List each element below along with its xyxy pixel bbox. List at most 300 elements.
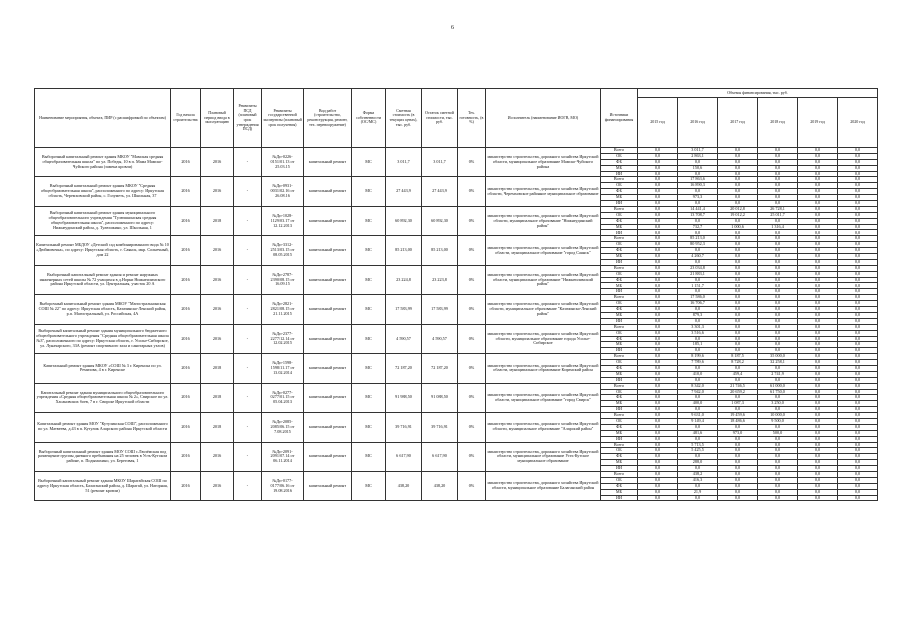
cell-object-name: Выборочный капитальный ремонт здания муниципального общеобразовательного учреждения "Тулюшкинская средняя общеобразовательная школа", расположенного по адресу: Нижнеудинский район, д. Тулюшкино, ул. Школьная, 1: [35, 206, 171, 235]
cell-amount: 0,0: [718, 242, 758, 248]
cell-source: Всего: [601, 295, 638, 301]
cell-amount: 0,0: [678, 495, 718, 501]
cell-source: ФБ: [601, 189, 638, 195]
cell-executor: министерство строительства, дорожного хозяйства Иркутской области, муниципальное образование Балаганский район: [486, 471, 601, 500]
cell-amount: 0,0: [838, 230, 878, 236]
cell-amount: 0,0: [838, 377, 878, 383]
cell-amount: 0,0: [798, 159, 838, 165]
cell-year-start: 2016: [171, 148, 201, 177]
cell-source: ФБ: [601, 424, 638, 430]
cell-amount: 0,0: [718, 248, 758, 254]
cell-amount: 0,0: [718, 466, 758, 472]
cell-amount: 0,0: [838, 360, 878, 366]
cell-source: МБ: [601, 401, 638, 407]
cell-amount: 0,0: [838, 418, 878, 424]
cell-plan-period: 2016: [201, 148, 234, 177]
cell-amount: 0,0: [678, 436, 718, 442]
cell-amount: 0,0: [718, 477, 758, 483]
cell-executor: министерство строительства, дорожного хозяйства Иркутской области, муниципальное образование Мамско-Чуйского района: [486, 148, 601, 177]
cell-object-name: Выборочный капитальный ремонт здания МОУ СОШ с.Люлёмская под размещение группы дневного пребывания на 25 человек в Усть-Кутском районе, п. Подымахино, ул. Береговая, 1: [35, 442, 171, 471]
cell-psd: -: [234, 295, 262, 324]
cell-amount: 0,0: [758, 436, 798, 442]
cell-plan-period: 2018: [201, 206, 234, 235]
col-year: 2016 год: [678, 98, 718, 148]
cell-amount: 0,0: [838, 407, 878, 413]
cell-remaining: 91 088,50: [422, 383, 458, 412]
cell-executor: министерство строительства, дорожного хозяйства Иркутской области, муниципальное образование "Казачинско-Ленский район": [486, 295, 601, 324]
cell-amount: 0,0: [718, 277, 758, 283]
cell-amount: 0,0: [718, 201, 758, 207]
cell-remaining: 23 223,8: [422, 265, 458, 294]
cell-amount: 0,0: [638, 212, 678, 218]
cell-amount: 0,0: [678, 348, 718, 354]
cell-amount: 1 151,7: [678, 283, 718, 289]
col-sources: Источники финансирования: [601, 89, 638, 148]
cell-amount: 9 500,0: [758, 418, 798, 424]
cell-readiness: 0%: [458, 471, 486, 500]
cell-source: ИИ: [601, 407, 638, 413]
cell-amount: 5 425,5: [678, 448, 718, 454]
cell-amount: 0,0: [798, 354, 838, 360]
cell-amount: 0,0: [718, 489, 758, 495]
cell-amount: 0,0: [638, 383, 678, 389]
cell-est-cost: 27 443,9: [386, 177, 422, 206]
cell-amount: 0,0: [638, 466, 678, 472]
cell-amount: 0,0: [638, 430, 678, 436]
cell-amount: 0,0: [758, 471, 798, 477]
cell-amount: 0,0: [798, 466, 838, 472]
cell-amount: 500,0: [758, 430, 798, 436]
cell-amount: 0,0: [838, 483, 878, 489]
cell-amount: 0,0: [838, 466, 878, 472]
cell-amount: 0,0: [638, 442, 678, 448]
cell-amount: 0,0: [838, 336, 878, 342]
cell-work-type: капитальный ремонт: [304, 324, 352, 353]
cell-amount: 0,0: [798, 195, 838, 201]
cell-executor: министерство строительства, дорожного хозяйства Иркутской области, муниципальное образование "город Свирск": [486, 383, 601, 412]
cell-source: ФБ: [601, 483, 638, 489]
cell-amount: 0,0: [638, 354, 678, 360]
cell-amount: 0,0: [678, 407, 718, 413]
cell-source: ИИ: [601, 289, 638, 295]
cell-source: Всего: [601, 206, 638, 212]
cell-amount: 0,0: [758, 159, 798, 165]
cell-amount: 0,0: [638, 206, 678, 212]
cell-amount: 0,0: [638, 365, 678, 371]
cell-amount: 0,0: [638, 418, 678, 424]
cell-remaining: 72 187,20: [422, 354, 458, 383]
cell-amount: 0,0: [838, 348, 878, 354]
cell-amount: 0,0: [798, 189, 838, 195]
cell-source: ИИ: [601, 495, 638, 501]
cell-amount: 0,0: [798, 477, 838, 483]
cell-amount: 0,0: [758, 171, 798, 177]
cell-amount: 0,0: [758, 495, 798, 501]
cell-ownership: МС: [352, 471, 386, 500]
cell-readiness: 0%: [458, 413, 486, 442]
cell-source: Всего: [601, 354, 638, 360]
cell-amount: 0,0: [638, 389, 678, 395]
cell-est-cost: 85 213,00: [386, 236, 422, 265]
cell-amount: 0,0: [838, 395, 878, 401]
cell-amount: 0,0: [798, 460, 838, 466]
cell-amount: 0,0: [798, 201, 838, 207]
cell-psd: -: [234, 442, 262, 471]
cell-source: Всего: [601, 471, 638, 477]
cell-source: ОБ: [601, 212, 638, 218]
cell-amount: 0,0: [638, 177, 678, 183]
cell-amount: 0,0: [718, 448, 758, 454]
cell-amount: 35 000,0: [758, 354, 798, 360]
page-number: 6: [451, 25, 454, 31]
col-name: Наименование мероприятия, объекта, ПИР (с расшифровкой по объектам): [35, 89, 171, 148]
cell-amount: 2 741,9: [758, 371, 798, 377]
cell-amount: 0,0: [798, 224, 838, 230]
cell-psd: -: [234, 177, 262, 206]
cell-amount: 0,0: [838, 413, 878, 419]
cell-amount: 21 883,1: [678, 271, 718, 277]
cell-amount: 0,0: [798, 206, 838, 212]
header-row-1: [35, 89, 878, 98]
cell-amount: 0,0: [718, 259, 758, 265]
cell-amount: 0,0: [678, 277, 718, 283]
cell-source: ОБ: [601, 242, 638, 248]
cell-source: ИИ: [601, 318, 638, 324]
cell-amount: 0,0: [798, 277, 838, 283]
cell-psd: -: [234, 471, 262, 500]
cell-amount: 0,0: [678, 318, 718, 324]
cell-psd: -: [234, 206, 262, 235]
cell-year-start: 2016: [171, 383, 201, 412]
cell-amount: 0,0: [798, 242, 838, 248]
cell-amount: 0,0: [638, 436, 678, 442]
cell-expertise: №Дп-1598-1598/11.17 от 13.02.2014: [262, 354, 304, 383]
cell-source: Всего: [601, 265, 638, 271]
cell-object-name: Выборочный капитальный ремонт здания МКОУ "Магистральнинская СОШ № 22" по адресу: Иркутская область, Казачинско-Ленский район, р.п. Магистральный, ул. Российская, 4А: [35, 295, 171, 324]
cell-amount: 9 631,0: [678, 413, 718, 419]
cell-executor: министерство строительства, дорожного хозяйства Иркутской области, муниципальное образование Усть-Кутское муниципальное образование: [486, 442, 601, 471]
cell-year-start: 2016: [171, 471, 201, 500]
cell-amount: 0,0: [758, 330, 798, 336]
cell-remaining: 4 590,57: [422, 324, 458, 353]
cell-amount: 0,0: [718, 218, 758, 224]
col-plan-period: Плановый период ввода в эксплуатацию: [201, 89, 234, 148]
cell-source: ИИ: [601, 230, 638, 236]
cell-amount: 0,0: [838, 495, 878, 501]
cell-amount: 0,0: [638, 289, 678, 295]
cell-amount: 0,0: [718, 307, 758, 313]
cell-amount: 1 316,4: [758, 224, 798, 230]
cell-amount: 0,0: [638, 242, 678, 248]
col-year: 2020 год: [838, 98, 878, 148]
cell-expertise: №Дп-0931-0031/02.16 от 26.08.16: [262, 177, 304, 206]
cell-amount: 0,0: [718, 318, 758, 324]
cell-amount: 0,0: [798, 230, 838, 236]
cell-plan-period: 2016: [201, 295, 234, 324]
cell-amount: 0,0: [638, 324, 678, 330]
cell-amount: 0,0: [798, 430, 838, 436]
cell-amount: 0,0: [758, 448, 798, 454]
cell-amount: 0,0: [798, 424, 838, 430]
cell-amount: 0,0: [758, 242, 798, 248]
cell-amount: 416,3: [678, 477, 718, 483]
cell-remaining: 60 892,30: [422, 206, 458, 235]
cell-readiness: 0%: [458, 442, 486, 471]
cell-amount: 0,0: [678, 454, 718, 460]
cell-source: МБ: [601, 430, 638, 436]
cell-amount: 0,0: [838, 424, 878, 430]
cell-amount: 0,0: [798, 495, 838, 501]
cell-amount: 0,0: [758, 259, 798, 265]
cell-amount: 0,0: [638, 348, 678, 354]
cell-est-cost: 23 224,8: [386, 265, 422, 294]
cell-amount: 0,0: [718, 236, 758, 242]
cell-amount: 0,0: [638, 312, 678, 318]
cell-amount: 0,0: [838, 354, 878, 360]
cell-amount: 0,0: [758, 460, 798, 466]
cell-amount: 0,0: [798, 218, 838, 224]
cell-work-type: капитальный ремонт: [304, 236, 352, 265]
cell-expertise: №Дп-3312-2513/03.15 от 08.05.2015: [262, 236, 304, 265]
cell-amount: 732,7: [678, 224, 718, 230]
cell-source: МБ: [601, 254, 638, 260]
cell-source: ИИ: [601, 259, 638, 265]
cell-source: МБ: [601, 371, 638, 377]
cell-source: Всего: [601, 413, 638, 419]
cell-expertise: №Дп-0226-0151/01.13 от 25.03.15: [262, 148, 304, 177]
cell-amount: 0,0: [758, 148, 798, 154]
cell-amount: 0,0: [838, 307, 878, 313]
cell-amount: 0,0: [758, 183, 798, 189]
cell-executor: министерство строительства, дорожного хозяйства Иркутской области, Черемховское районное муниципальное образование: [486, 177, 601, 206]
cell-amount: 0,0: [838, 477, 878, 483]
cell-amount: 61 750,0: [758, 389, 798, 395]
cell-est-cost: 72 187,20: [386, 354, 422, 383]
cell-readiness: 0%: [458, 206, 486, 235]
cell-amount: 0,0: [758, 283, 798, 289]
cell-amount: 0,0: [638, 254, 678, 260]
cell-amount: 0,0: [638, 283, 678, 289]
cell-source: Всего: [601, 383, 638, 389]
cell-readiness: 0%: [458, 354, 486, 383]
cell-amount: 0,0: [798, 271, 838, 277]
cell-amount: 0,0: [718, 254, 758, 260]
cell-amount: 0,0: [838, 371, 878, 377]
cell-amount: 0,0: [758, 271, 798, 277]
cell-amount: 23 034,8: [678, 265, 718, 271]
cell-amount: 0,0: [758, 395, 798, 401]
cell-amount: 0,0: [718, 265, 758, 271]
cell-executor: министерство строительства, дорожного хозяйства Иркутской области, муниципальное образование Киренский район: [486, 354, 601, 383]
cell-psd: -: [234, 236, 262, 265]
cell-source: ИИ: [601, 377, 638, 383]
cell-ownership: МС: [352, 442, 386, 471]
cell-amount: 0,0: [798, 454, 838, 460]
cell-psd: -: [234, 265, 262, 294]
cell-amount: 0,0: [638, 336, 678, 342]
cell-amount: 0,0: [718, 159, 758, 165]
cell-readiness: 0%: [458, 383, 486, 412]
cell-amount: 0,0: [638, 259, 678, 265]
cell-year-start: 2016: [171, 236, 201, 265]
cell-source: ОБ: [601, 153, 638, 159]
cell-amount: 0,0: [638, 301, 678, 307]
cell-amount: 0,0: [638, 395, 678, 401]
cell-amount: 8 187,5: [718, 354, 758, 360]
cell-amount: 0,0: [758, 324, 798, 330]
cell-amount: 0,0: [718, 460, 758, 466]
cell-amount: 0,0: [718, 377, 758, 383]
cell-amount: 0,0: [798, 436, 838, 442]
cell-amount: 21,9: [678, 489, 718, 495]
cell-amount: 0,0: [638, 218, 678, 224]
cell-source: ФБ: [601, 248, 638, 254]
cell-amount: 0,0: [758, 277, 798, 283]
cell-source: ФБ: [601, 365, 638, 371]
cell-amount: 0,0: [718, 483, 758, 489]
col-year-start: Год начала строительства: [171, 89, 201, 148]
cell-amount: 0,0: [838, 324, 878, 330]
cell-amount: 0,0: [838, 389, 878, 395]
cell-amount: 0,0: [718, 454, 758, 460]
cell-psd: -: [234, 148, 262, 177]
cell-amount: 0,0: [638, 454, 678, 460]
cell-amount: 0,0: [638, 224, 678, 230]
cell-amount: 0,0: [678, 336, 718, 342]
cell-amount: 0,0: [798, 283, 838, 289]
cell-amount: 0,0: [718, 471, 758, 477]
cell-amount: 0,0: [638, 295, 678, 301]
cell-source: ОБ: [601, 418, 638, 424]
cell-source: Всего: [601, 324, 638, 330]
cell-amount: 0,0: [798, 418, 838, 424]
cell-ownership: МС: [352, 295, 386, 324]
cell-amount: 0,0: [638, 460, 678, 466]
cell-amount: 0,0: [838, 224, 878, 230]
cell-source: Всего: [601, 442, 638, 448]
cell-amount: 0,0: [718, 183, 758, 189]
cell-est-cost: 91 988,50: [386, 383, 422, 412]
cell-work-type: капитальный ремонт: [304, 206, 352, 235]
cell-work-type: капитальный ремонт: [304, 471, 352, 500]
cell-amount: 0,0: [798, 165, 838, 171]
cell-amount: 0,0: [638, 342, 678, 348]
cell-remaining: 17 583,99: [422, 295, 458, 324]
cell-amount: 185,1: [678, 342, 718, 348]
cell-amount: 0,0: [838, 195, 878, 201]
cell-plan-period: 2016: [201, 177, 234, 206]
cell-source: МБ: [601, 224, 638, 230]
cell-amount: 0,0: [678, 307, 718, 313]
cell-amount: 21 746,5: [718, 383, 758, 389]
cell-amount: 0,0: [718, 165, 758, 171]
cell-amount: 0,0: [798, 377, 838, 383]
cell-ownership: МС: [352, 324, 386, 353]
cell-executor: министерство строительства, дорожного хозяйства Иркутской области, муниципальное образование "Нижнеилимский район": [486, 265, 601, 294]
cell-est-cost: 17 583,99: [386, 295, 422, 324]
cell-expertise: №Дп-2821-2821/08.15 от 21.11.2015: [262, 295, 304, 324]
cell-expertise: №Дп-2787-2390/08.15 от 16.09.15: [262, 265, 304, 294]
cell-amount: 0,0: [718, 365, 758, 371]
col-year: 2019 год: [798, 98, 838, 148]
cell-amount: 0,0: [838, 489, 878, 495]
cell-remaining: 27 443,9: [422, 177, 458, 206]
cell-ownership: МС: [352, 265, 386, 294]
cell-ownership: МС: [352, 413, 386, 442]
cell-amount: 0,0: [798, 365, 838, 371]
cell-readiness: 0%: [458, 148, 486, 177]
cell-amount: 0,0: [838, 448, 878, 454]
cell-amount: 0,0: [638, 195, 678, 201]
col-funding-group: Объемы финансирования, тыс. руб.: [638, 89, 878, 98]
cell-amount: 0,0: [758, 407, 798, 413]
cell-amount: 1 087,3: [718, 401, 758, 407]
cell-amount: 0,0: [758, 365, 798, 371]
cell-amount: 0,0: [798, 448, 838, 454]
cell-amount: 0,0: [638, 483, 678, 489]
cell-amount: 17 863,6: [678, 177, 718, 183]
cell-amount: 85 213,0: [678, 236, 718, 242]
cell-amount: 0,0: [758, 489, 798, 495]
cell-remaining: 85 213,00: [422, 236, 458, 265]
cell-amount: 0,0: [798, 177, 838, 183]
col-work-type: Вид работ (строительство, реконструкция, ремонт, тех. перевооружение): [304, 89, 352, 148]
cell-source: ИИ: [601, 348, 638, 354]
cell-amount: 0,0: [758, 348, 798, 354]
cell-amount: 0,0: [798, 348, 838, 354]
cell-object-name: Выборочный капитальный ремонт здания МКОУ "Средняя общеобразовательная школа", расположенного по адресу: Иркутская область, Черемховский район, с. Голуметь, ул. Школьная, 37: [35, 177, 171, 206]
cell-object-name: Капитальный ремонт здания МОУ "Кутуликская СОШ", расположенного по ул. Матвеева, д.43 в п. Кутулик Аларского района Иркутской области: [35, 413, 171, 442]
cell-est-cost: 438,20: [386, 471, 422, 500]
col-psd: Реквизиты ПСД (плановый срок утверждения ПСД): [234, 89, 262, 148]
cell-year-start: 2016: [171, 265, 201, 294]
cell-amount: 0,0: [758, 295, 798, 301]
cell-source: Всего: [601, 177, 638, 183]
cell-year-start: 2016: [171, 177, 201, 206]
cell-remaining: 6 617,90: [422, 442, 458, 471]
cell-source: ФБ: [601, 159, 638, 165]
cell-amount: 0,0: [838, 401, 878, 407]
cell-amount: 0,0: [718, 271, 758, 277]
cell-remaining: 438,20: [422, 471, 458, 500]
cell-amount: 459,4: [718, 371, 758, 377]
cell-amount: 0,0: [638, 424, 678, 430]
cell-amount: 3 516,6: [678, 330, 718, 336]
cell-amount: 0,0: [838, 283, 878, 289]
cell-amount: 0,0: [758, 377, 798, 383]
cell-amount: 3 250,0: [758, 401, 798, 407]
cell-amount: 0,0: [758, 442, 798, 448]
cell-amount: 80 952,3: [678, 242, 718, 248]
cell-amount: 0,0: [798, 360, 838, 366]
cell-est-cost: 4 590,57: [386, 324, 422, 353]
cell-amount: 0,0: [798, 265, 838, 271]
cell-amount: 17 586,0: [678, 295, 718, 301]
cell-amount: 0,0: [638, 230, 678, 236]
cell-amount: 0,0: [718, 395, 758, 401]
cell-amount: 1 000,6: [718, 224, 758, 230]
cell-amount: 0,0: [838, 365, 878, 371]
cell-plan-period: 2016: [201, 442, 234, 471]
cell-year-start: 2016: [171, 413, 201, 442]
cell-amount: 0,0: [638, 159, 678, 165]
cell-amount: 0,0: [798, 301, 838, 307]
cell-amount: 0,0: [838, 442, 878, 448]
cell-amount: 0,0: [718, 348, 758, 354]
cell-amount: 0,0: [718, 330, 758, 336]
cell-expertise: №Дп-0177-0177/06.16 от 19.08.2016: [262, 471, 304, 500]
cell-amount: 0,0: [838, 342, 878, 348]
